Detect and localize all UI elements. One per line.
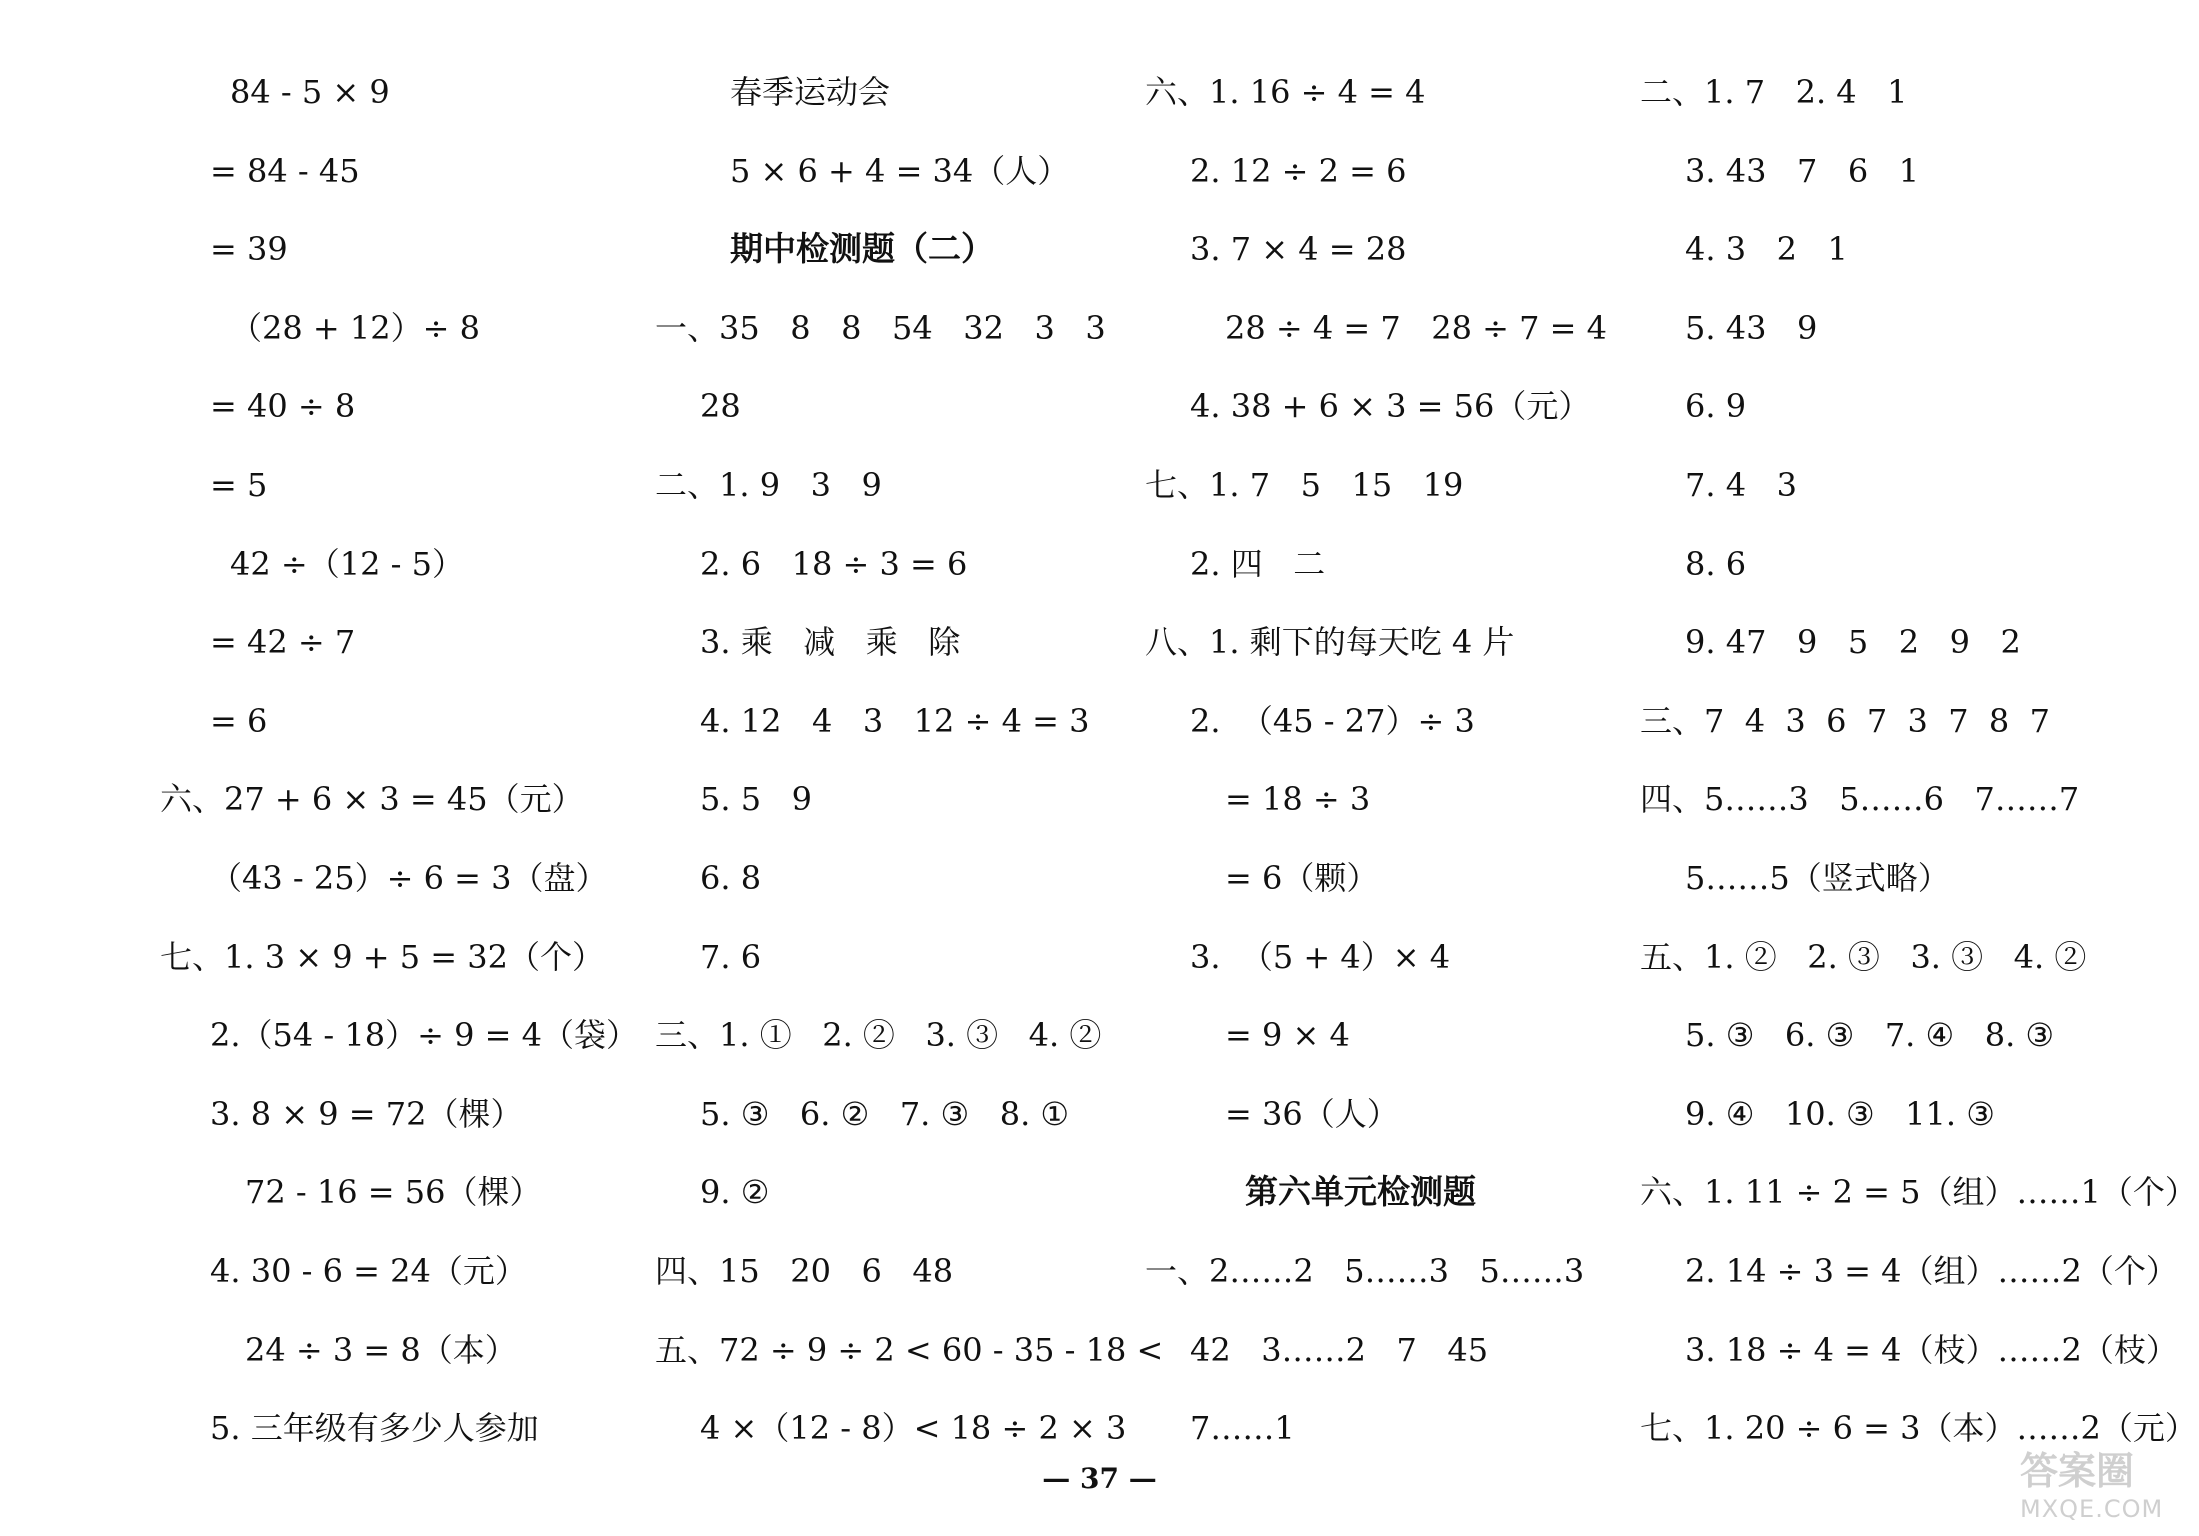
answer-line: 六、1. 11 ÷ 2 = 5（组）……1（个） xyxy=(1640,1173,2197,1212)
answer-line: 7. 4 3 xyxy=(1685,466,1797,504)
answer-line: 24 ÷ 3 = 8（本） xyxy=(245,1330,517,1369)
answer-line: = 6 xyxy=(210,701,268,740)
answer-line: 七、1. 7 5 15 19 xyxy=(1145,466,1464,504)
answer-line: 7. 6 xyxy=(700,937,762,976)
answer-line: 3. 7 × 4 = 28 xyxy=(1190,230,1407,269)
answer-line: 2. （45 - 27）÷ 3 xyxy=(1190,701,1475,740)
answer-line: 4. 38 + 6 × 3 = 56（元） xyxy=(1190,387,1591,426)
watermark-logo-text: 答案圈 xyxy=(2020,1449,2135,1493)
answer-line: 9. ④ 10. ③ 11. ③ xyxy=(1685,1094,1995,1133)
answer-line: 42 3……2 7 45 xyxy=(1190,1330,1489,1369)
answer-line: 2. 6 18 ÷ 3 = 6 xyxy=(700,544,968,583)
answer-line: = 42 ÷ 7 xyxy=(210,623,356,662)
answer-line: = 36（人） xyxy=(1225,1094,1399,1133)
answer-line: 六、1. 16 ÷ 4 = 4 xyxy=(1145,73,1426,111)
answer-line: 28 xyxy=(700,387,741,426)
answer-line: = 18 ÷ 3 xyxy=(1225,780,1371,819)
answer-line: 二、1. 7 2. 4 1 xyxy=(1640,73,1908,111)
answer-line: 四、5……3 5……6 7……7 xyxy=(1640,780,2080,819)
answer-line: 5. 三年级有多少人参加 xyxy=(210,1409,539,1448)
answer-line: （28 + 12）÷ 8 xyxy=(230,308,480,347)
page-number: — 37 — xyxy=(1042,1462,1157,1495)
answer-line: = 6（颗） xyxy=(1225,859,1379,897)
answer-line: 五、1. ② 2. ③ 3. ③ 4. ② xyxy=(1640,937,2087,976)
answer-line: = 9 × 4 xyxy=(1225,1016,1350,1055)
answer-line: 5 × 6 + 4 = 34（人） xyxy=(730,151,1070,190)
section-heading: 期中检测题（二） xyxy=(730,229,994,269)
answer-line: 2.（54 - 18）÷ 9 = 4（袋） xyxy=(210,1016,638,1055)
answer-line: 春季运动会 xyxy=(730,73,891,111)
answer-line: 9. ② xyxy=(700,1173,770,1212)
answer-line: 3. 乘 减 乘 除 xyxy=(700,623,961,662)
answer-line: 5……5（竖式略） xyxy=(1685,859,1950,897)
answer-line: 4. 30 - 6 = 24（元） xyxy=(210,1252,527,1290)
answer-line: 84 - 5 × 9 xyxy=(230,73,390,111)
answer-line: 8. 6 xyxy=(1685,544,1747,583)
answer-line: 5. 43 9 xyxy=(1685,308,1818,347)
answer-line: 一、35 8 8 54 32 3 3 xyxy=(655,308,1106,347)
answer-line: 6. 8 xyxy=(700,859,762,897)
answer-line: 2. 14 ÷ 3 = 4（组）……2（个） xyxy=(1685,1252,2178,1290)
answer-line: 三、7 4 3 6 7 3 7 8 7 xyxy=(1640,701,2050,740)
answer-line: 4 ×（12 - 8）< 18 ÷ 2 × 3 xyxy=(700,1409,1127,1448)
answer-line: 5. ③ 6. ② 7. ③ 8. ① xyxy=(700,1094,1070,1133)
answer-line: 5. 5 9 xyxy=(700,780,812,819)
answer-line: 5. ③ 6. ③ 7. ④ 8. ③ xyxy=(1685,1016,2055,1055)
answer-line: = 84 - 45 xyxy=(210,151,360,190)
answer-line: = 39 xyxy=(210,230,288,269)
answer-line: 八、1. 剩下的每天吃 4 片 xyxy=(1145,623,1515,662)
answer-line: 72 - 16 = 56（棵） xyxy=(245,1173,542,1212)
answer-line: 3. 18 ÷ 4 = 4（枝）……2（枝） xyxy=(1685,1330,2178,1369)
answer-line: 7……1 xyxy=(1190,1409,1295,1448)
answer-line: 七、1. 20 ÷ 6 = 3（本）……2（元） xyxy=(1640,1409,2197,1448)
answer-line: 七、1. 3 × 9 + 5 = 32（个） xyxy=(160,937,604,976)
answer-line: = 5 xyxy=(210,466,268,504)
answer-line: 一、2……2 5……3 5……3 xyxy=(1145,1252,1585,1290)
answer-line: 五、72 ÷ 9 ÷ 2 < 60 - 35 - 18 < xyxy=(655,1330,1164,1369)
watermark-logo xyxy=(2020,1440,2190,1536)
answer-line: 3. （5 + 4）× 4 xyxy=(1190,937,1451,976)
answer-line: 42 ÷（12 - 5） xyxy=(230,544,464,583)
answer-line: 六、27 + 6 × 3 = 45（元） xyxy=(160,780,584,819)
answer-line: 3. 8 × 9 = 72（棵） xyxy=(210,1094,523,1133)
watermark-url: MXQE.COM xyxy=(2020,1495,2164,1523)
answer-line: 2. 12 ÷ 2 = 6 xyxy=(1190,151,1407,190)
answer-line: 二、1. 9 3 9 xyxy=(655,466,882,504)
answer-line: （43 - 25）÷ 6 = 3（盘） xyxy=(210,859,608,897)
answer-line: = 40 ÷ 8 xyxy=(210,387,356,426)
answer-line: 6. 9 xyxy=(1685,387,1747,426)
answer-line: 9. 47 9 5 2 9 2 xyxy=(1685,623,2021,662)
answer-line: 2. 四 二 xyxy=(1190,544,1326,583)
answer-line: 28 ÷ 4 = 7 28 ÷ 7 = 4 xyxy=(1225,308,1608,347)
answer-line: 3. 43 7 6 1 xyxy=(1685,151,1920,190)
answer-line: 三、1. ① 2. ② 3. ③ 4. ② xyxy=(655,1016,1102,1055)
section-heading: 第六单元检测题 xyxy=(1245,1172,1476,1212)
answer-line: 4. 3 2 1 xyxy=(1685,230,1848,269)
answer-line: 四、15 20 6 48 xyxy=(655,1252,954,1290)
answer-line: 4. 12 4 3 12 ÷ 4 = 3 xyxy=(700,701,1090,740)
